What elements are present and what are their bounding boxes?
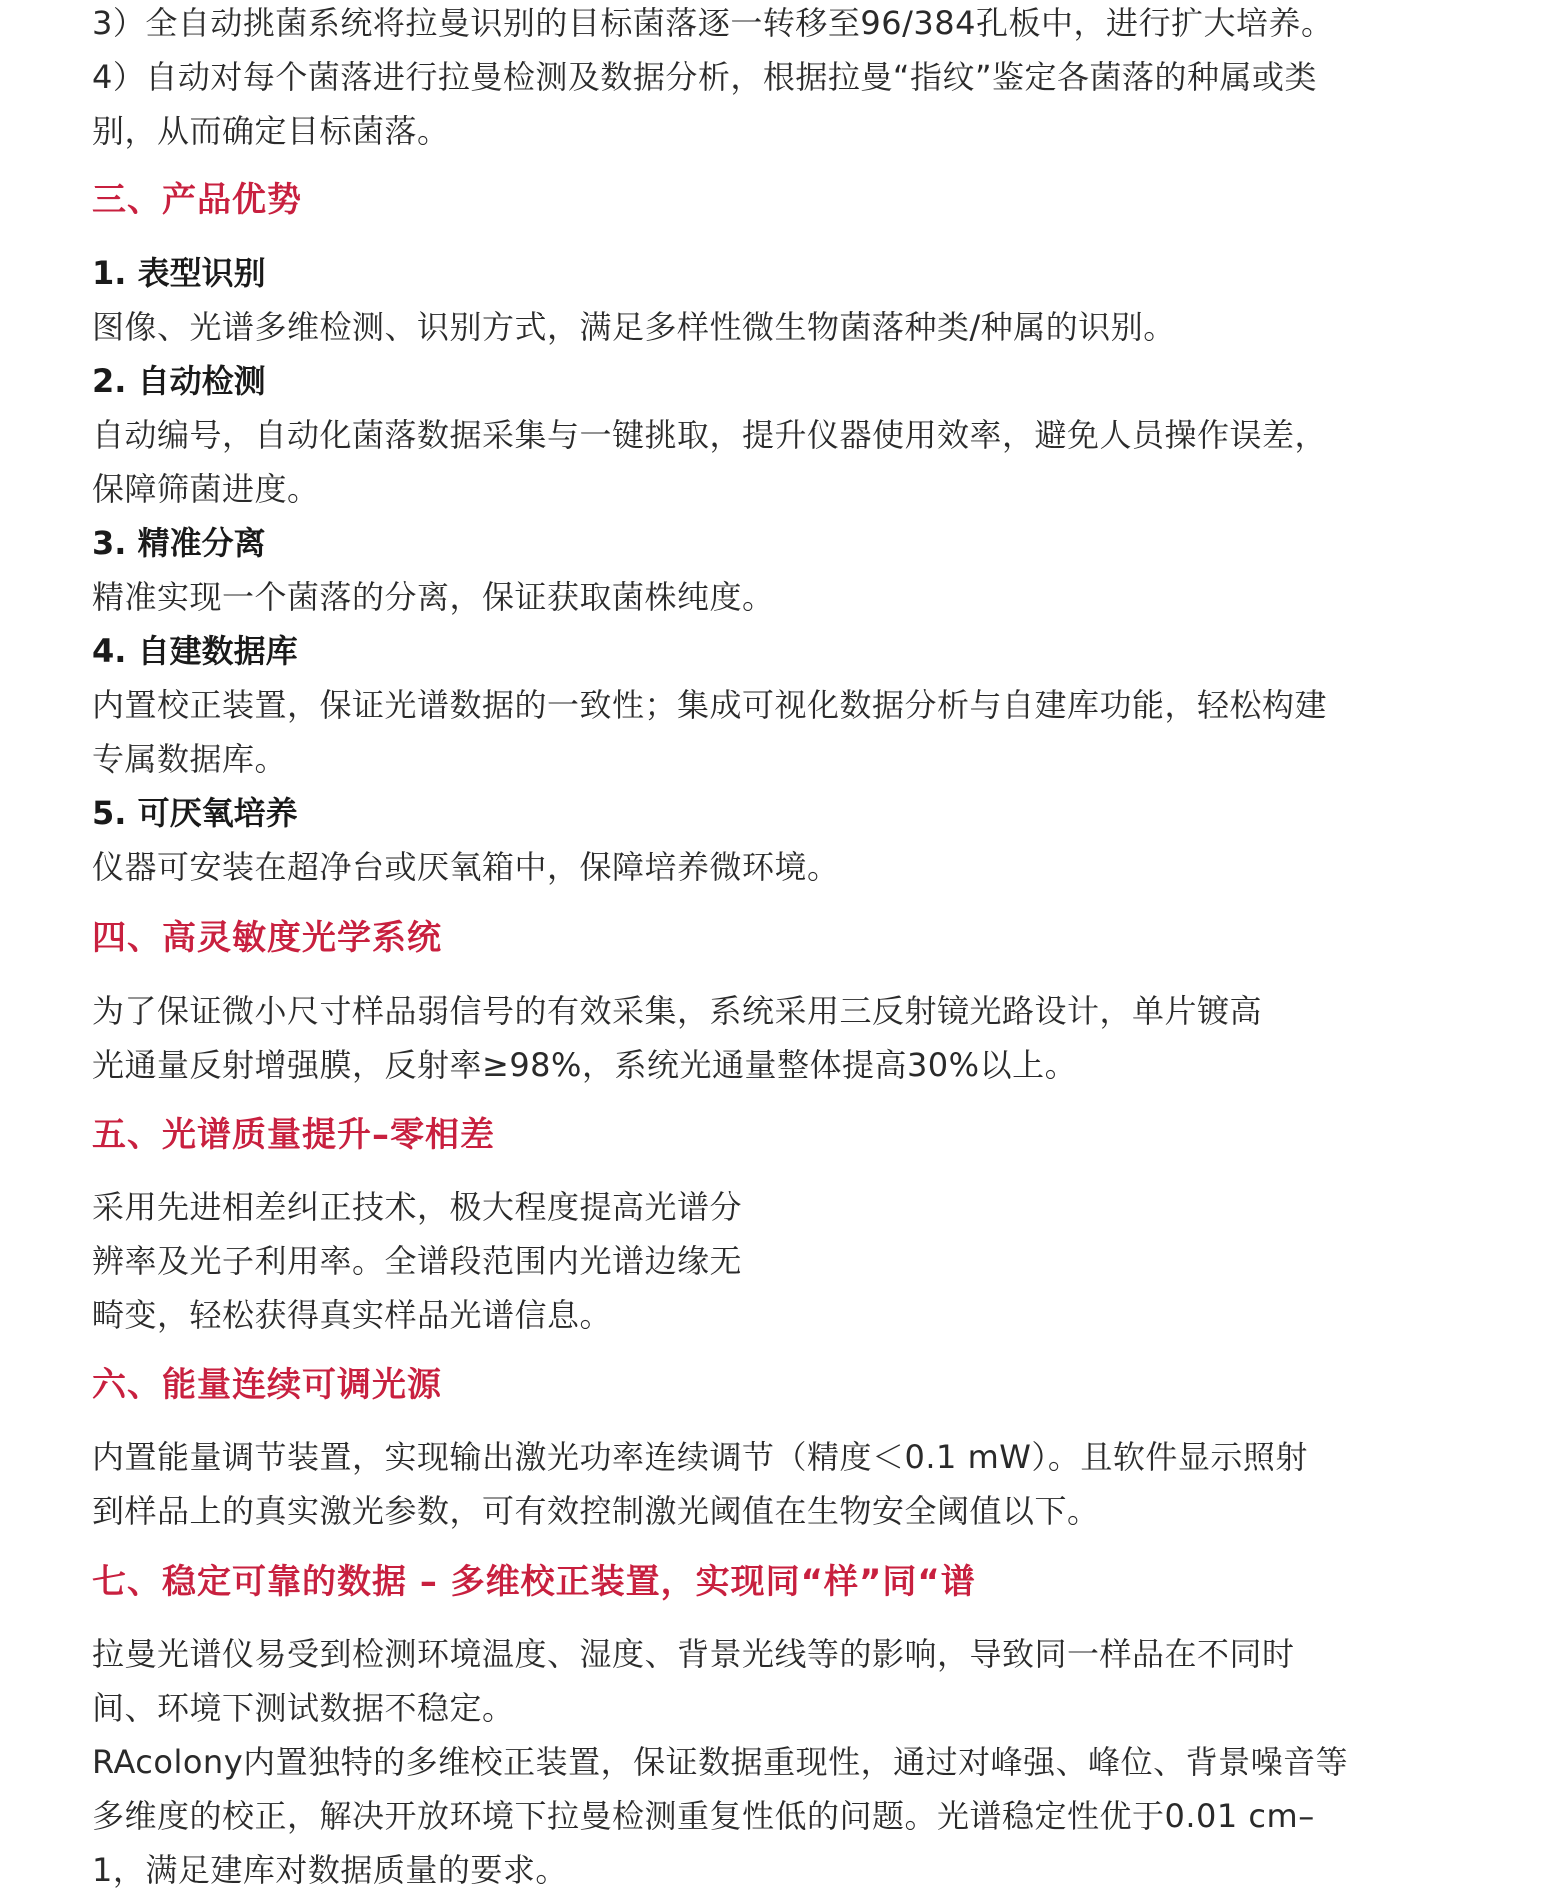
paragraph-line: 光通量反射增强膜，反射率≥98%，系统光通量整体提高30%以上。	[92, 1046, 1078, 1084]
paragraph-line: 辨率及光子利用率。全谱段范围内光谱边缘无	[92, 1242, 743, 1280]
feature-text: 仪器可安装在超净台或厌氧箱中，保障培养微环境。	[92, 848, 840, 886]
paragraph-line: 间、环境下测试数据不稳定。	[92, 1689, 515, 1727]
paragraph-line: RAcolony内置独特的多维校正装置，保证数据重现性，通过对峰强、峰位、背景噪音等	[92, 1743, 1349, 1781]
section-title: 四、高灵敏度光学系统	[92, 918, 442, 958]
section-title: 六、能量连续可调光源	[92, 1365, 442, 1405]
feature-heading: 3. 精准分离	[92, 524, 266, 562]
paragraph-line: 为了保证微小尺寸样品弱信号的有效采集，系统采用三反射镜光路设计，单片镀高	[92, 992, 1263, 1030]
paragraph-line: 到样品上的真实激光参数，可有效控制激光阈值在生物安全阈值以下。	[92, 1492, 1100, 1530]
section-heading	[92, 911, 442, 965]
paragraph-line: 多维度的校正，解决开放环境下拉曼检测重复性低的问题。光谱稳定性优于0.01 cm–	[92, 1797, 1315, 1835]
section-paragraph	[92, 984, 1262, 1092]
intro-line: 4）自动对每个菌落进行拉曼检测及数据分析，根据拉曼“指纹”鉴定各菌落的种属或类	[92, 58, 1318, 96]
feature-heading: 1. 表型识别	[92, 254, 266, 292]
paragraph-line: 采用先进相差纠正技术，极大程度提高光谱分	[92, 1188, 743, 1226]
feature-text: 内置校正装置，保证光谱数据的一致性；集成可视化数据分析与自建库功能，轻松构建	[92, 686, 1328, 724]
feature-list	[92, 246, 1327, 894]
section-paragraph	[92, 1180, 742, 1342]
intro-paragraph	[92, 0, 1333, 158]
section-heading	[92, 173, 302, 227]
feature-text: 专属数据库。	[92, 740, 288, 778]
feature-heading: 5. 可厌氧培养	[92, 794, 298, 832]
paragraph-line: 内置能量调节装置，实现输出激光功率连续调节（精度＜0.1 mW）。且软件显示照射	[92, 1438, 1308, 1476]
paragraph-line: 1，满足建库对数据质量的要求。	[92, 1851, 568, 1889]
section-title: 五、光谱质量提升–零相差	[92, 1115, 495, 1155]
feature-text: 保障筛菌进度。	[92, 470, 320, 508]
feature-text: 精准实现一个菌落的分离，保证获取菌株纯度。	[92, 578, 775, 616]
intro-line: 别，从而确定目标菌落。	[92, 112, 450, 150]
intro-line: 3）全自动挑菌系统将拉曼识别的目标菌落逐一转移至96/384孔板中，进行扩大培养。	[92, 4, 1334, 42]
section-heading	[92, 1108, 495, 1162]
paragraph-line: 拉曼光谱仪易受到检测环境温度、湿度、背景光线等的影响，导致同一样品在不同时	[92, 1635, 1295, 1673]
section-heading	[92, 1555, 976, 1609]
feature-heading: 4. 自建数据库	[92, 632, 298, 670]
feature-heading: 2. 自动检测	[92, 362, 266, 400]
section-paragraph	[92, 1627, 1348, 1897]
feature-text: 图像、光谱多维检测、识别方式，满足多样性微生物菌落种类/种属的识别。	[92, 308, 1176, 346]
feature-text: 自动编号，自动化菌落数据采集与一键挑取，提升仪器使用效率，避免人员操作误差，	[92, 416, 1328, 454]
section-title: 七、稳定可靠的数据 – 多维校正装置，实现同“样”同“谱	[92, 1562, 976, 1602]
section-paragraph	[92, 1430, 1308, 1538]
section-title: 三、产品优势	[92, 180, 302, 220]
paragraph-line: 畸变，轻松获得真实样品光谱信息。	[92, 1296, 613, 1334]
section-heading	[92, 1358, 442, 1412]
